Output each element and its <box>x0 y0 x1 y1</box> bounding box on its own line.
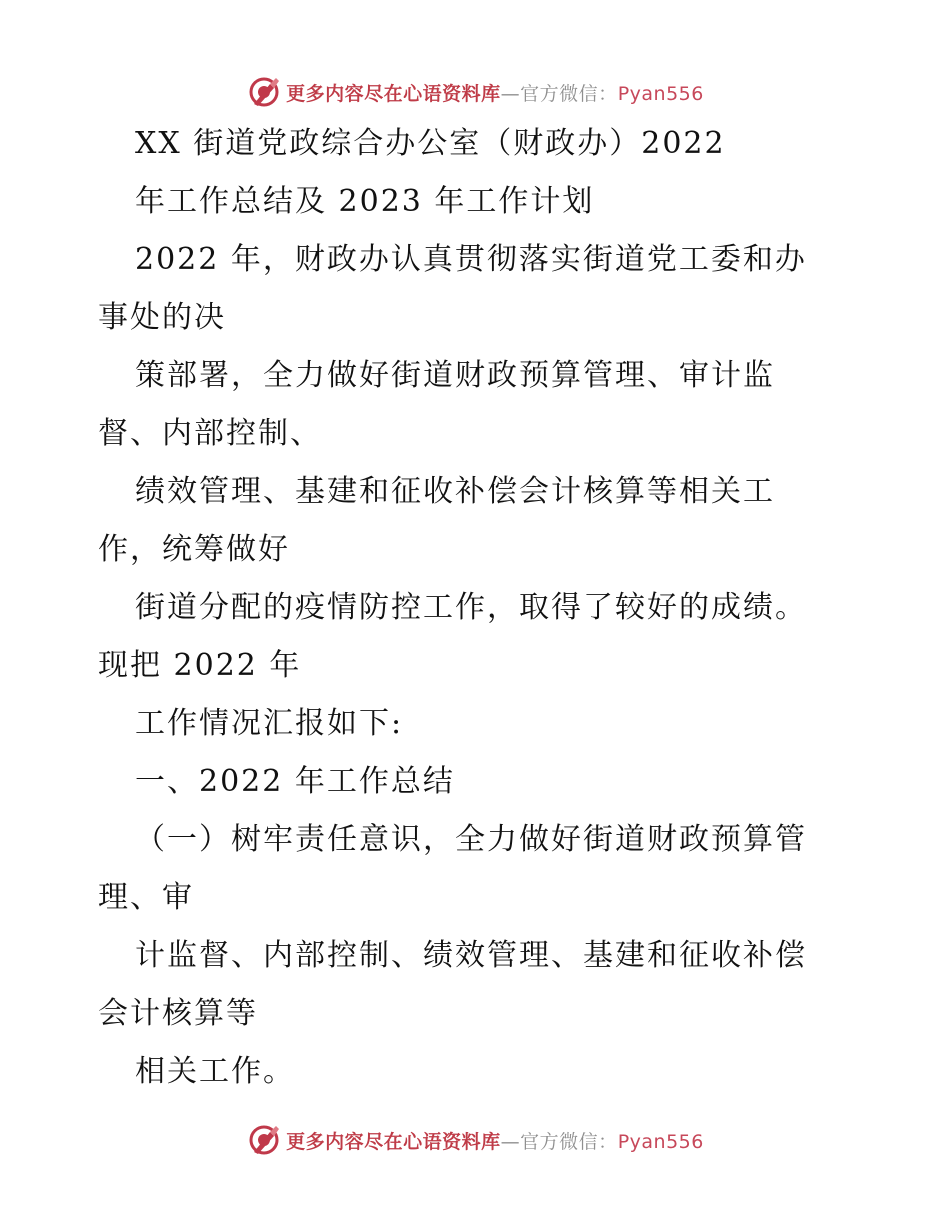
document-line: 2022 年，财政办认真贯彻落实街道党工委和办 <box>135 242 807 277</box>
pen-logo-icon <box>246 1122 282 1158</box>
document-line: 街道分配的疫情防控工作，取得了较好的成绩。 <box>135 590 807 625</box>
watermark-sub: 官方微信： <box>520 82 618 105</box>
document-line: 一、2022 年工作总结 <box>135 764 455 799</box>
pen-logo-icon <box>246 74 282 110</box>
document-body <box>98 115 858 1101</box>
watermark-dash: — <box>500 82 521 105</box>
header-watermark <box>0 72 950 112</box>
document-line: 理、审 <box>98 880 194 915</box>
watermark-text <box>286 1127 704 1154</box>
watermark-main: 更多内容尽在心语资料库 <box>286 1130 501 1153</box>
document-line: 绩效管理、基建和征收补偿会计核算等相关工 <box>135 474 775 509</box>
document-line: 作，统筹做好 <box>98 532 290 567</box>
footer-watermark <box>0 1120 950 1160</box>
watermark-dash: — <box>500 1130 521 1153</box>
document-line: （一）树牢责任意识，全力做好街道财政预算管 <box>135 822 807 857</box>
document-line: 年工作总结及 2023 年工作计划 <box>135 184 595 219</box>
watermark-text <box>286 79 704 106</box>
document-line: 现把 2022 年 <box>98 648 302 683</box>
document-line: XX 街道党政综合办公室（财政办）2022 <box>135 126 726 161</box>
watermark-id: Pyan556 <box>617 82 704 105</box>
document-line: 相关工作。 <box>135 1054 295 1089</box>
document-line: 工作情况汇报如下: <box>135 706 404 741</box>
document-line: 策部署，全力做好街道财政预算管理、审计监 <box>135 358 775 393</box>
watermark-main: 更多内容尽在心语资料库 <box>286 82 501 105</box>
watermark-sub: 官方微信： <box>520 1130 618 1153</box>
document-line: 计监督、内部控制、绩效管理、基建和征收补偿 <box>135 938 807 973</box>
document-line: 事处的决 <box>98 300 226 335</box>
document-line: 会计核算等 <box>98 996 258 1031</box>
watermark-id: Pyan556 <box>617 1130 704 1153</box>
document-line: 督、内部控制、 <box>98 416 322 451</box>
